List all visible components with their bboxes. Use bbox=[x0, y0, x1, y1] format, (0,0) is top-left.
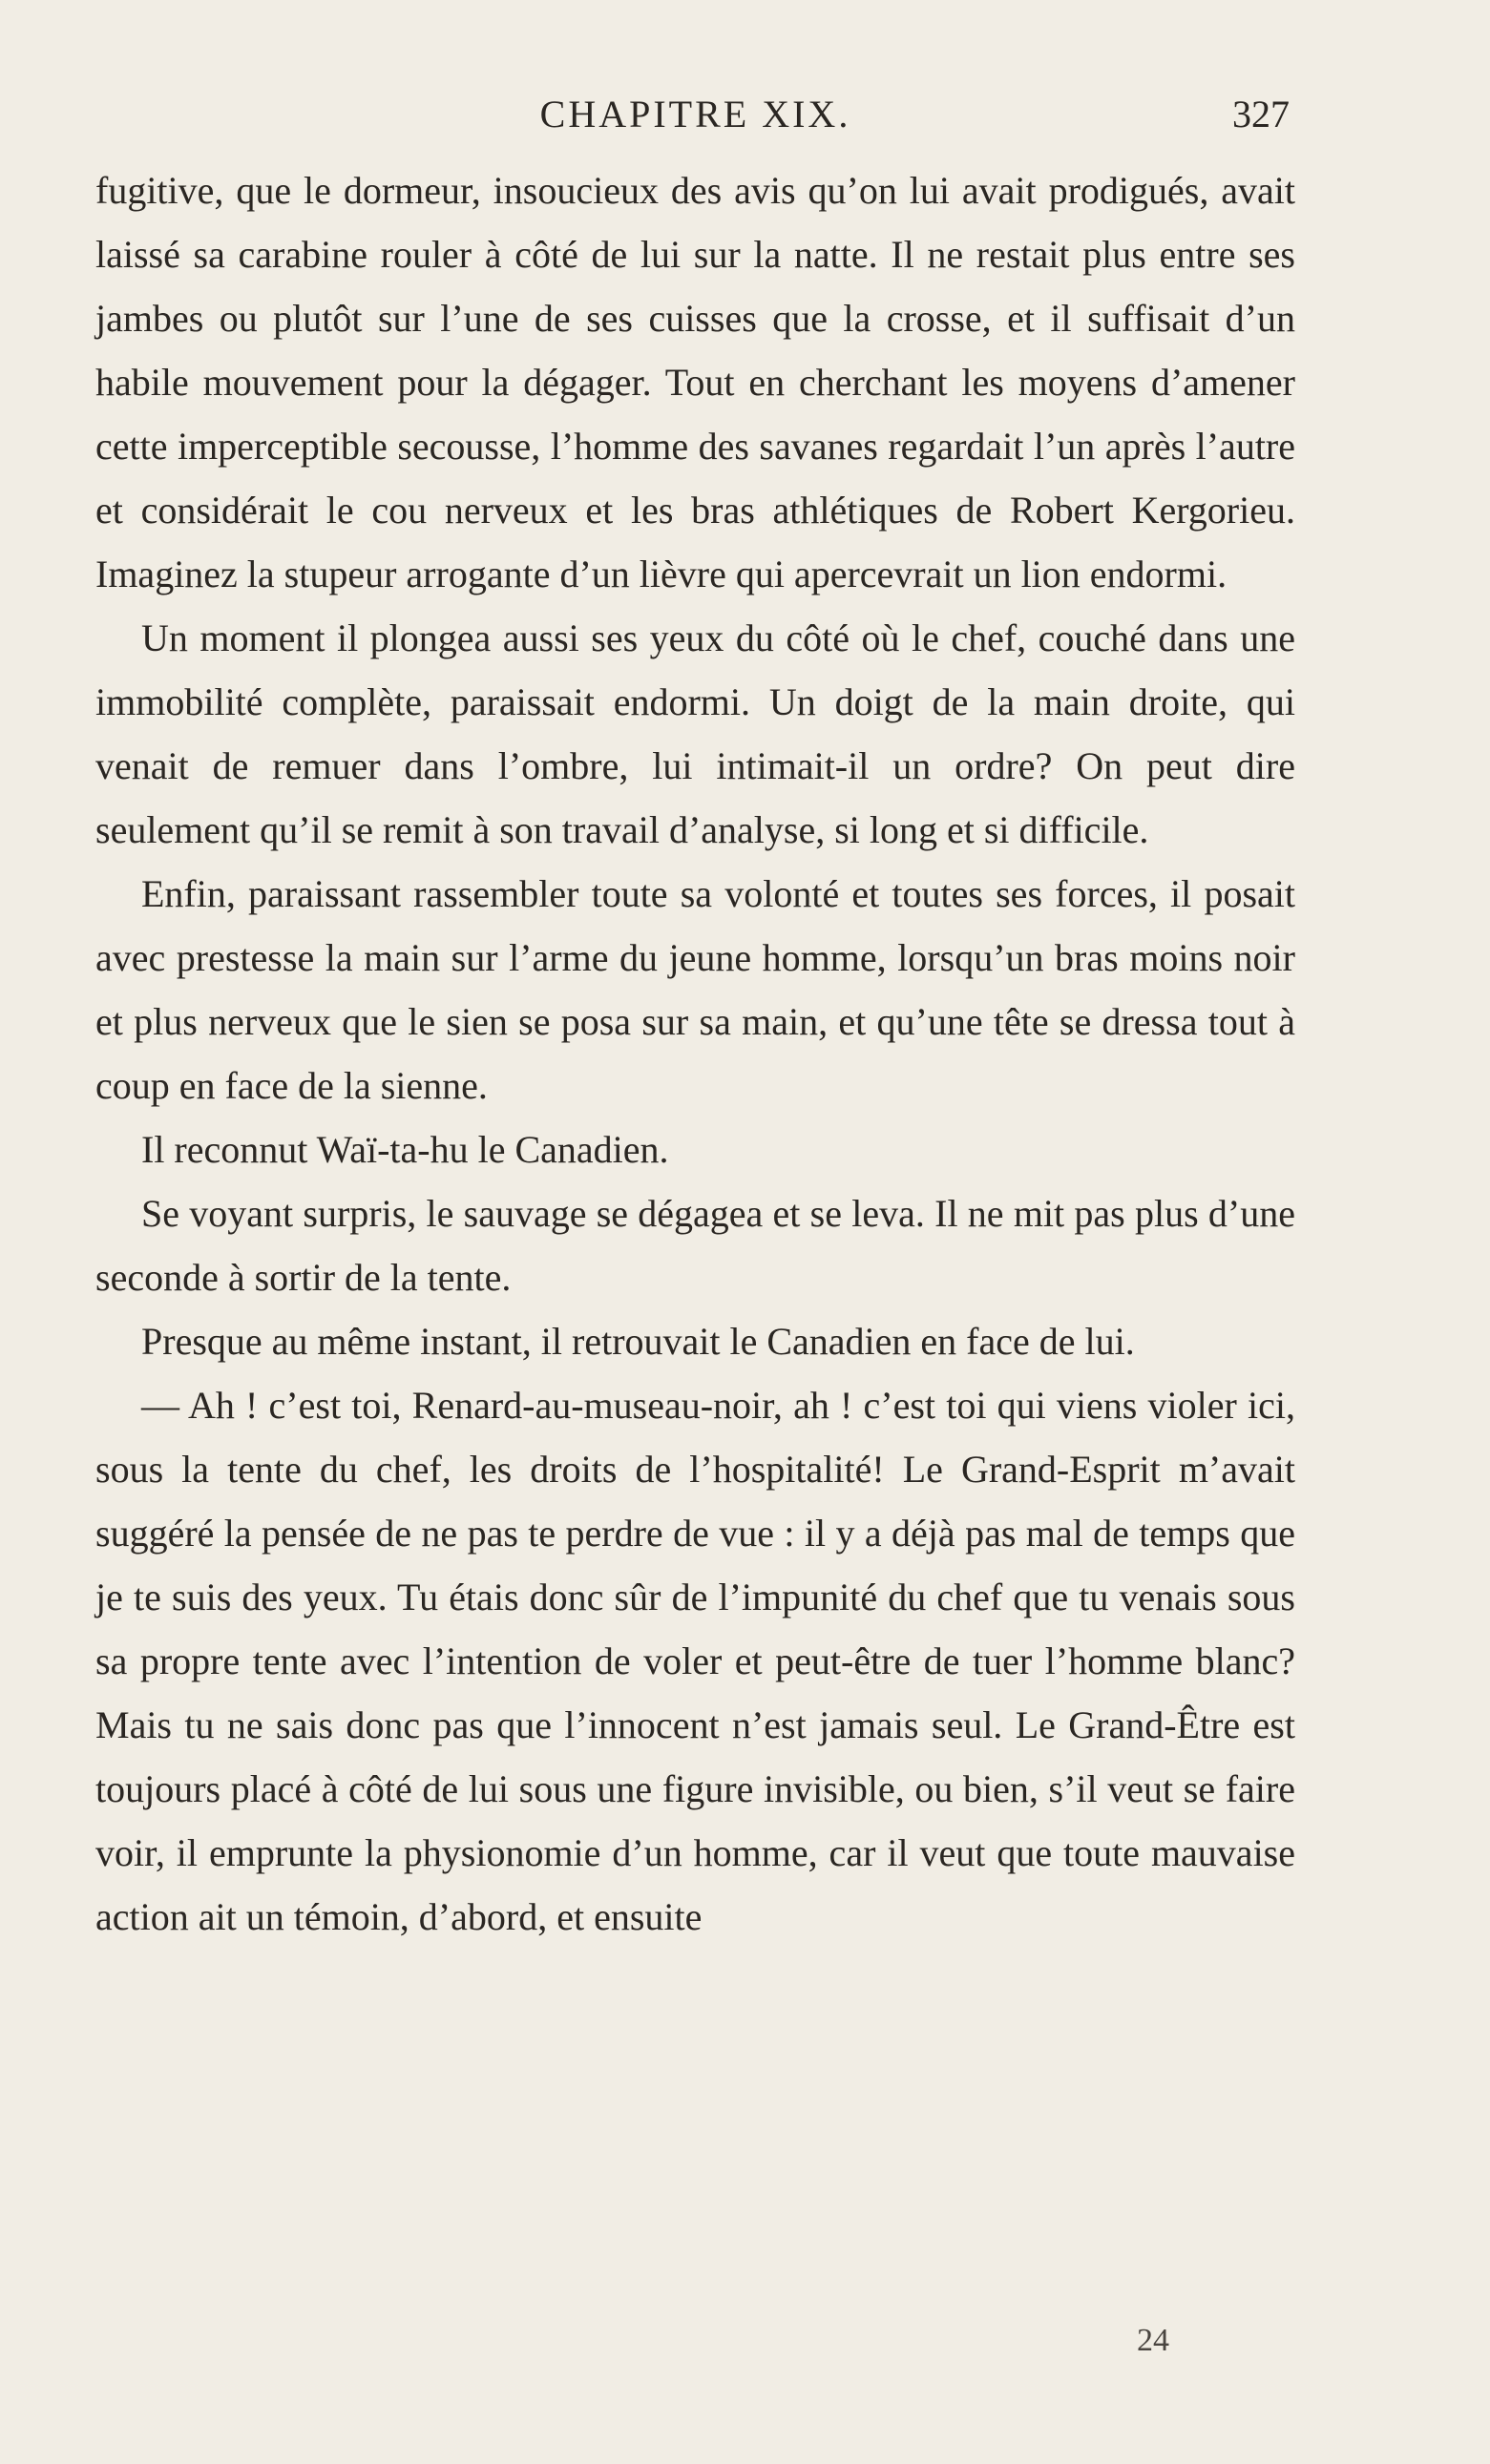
paragraph: Presque au même instant, il retrouvait le Canadien en face de lui. bbox=[141, 1320, 1135, 1363]
paragraph: Enfin, paraissant rassembler toute sa volonté et toutes ses forces, il posait avec prestesse la main sur l’arme du jeune homme, lorsqu’un bras moins noir et plus nerveux que le sien se posa sur sa main, et qu’une tête se dressa tout à coup en face de la sienne. bbox=[95, 872, 1295, 1107]
paragraph: Un moment il plongea aussi ses yeux du côté où le chef, couché dans une immobilité complète, paraissait endormi. Un doigt de la main droite, qui venait de remuer dans l’ombre, lui intimait-il un ordre? On peut dire seulement qu’il se remit à son travail d’analyse, si long et si difficile. bbox=[95, 616, 1295, 851]
signature-mark: 24 bbox=[1137, 2323, 1169, 2358]
page-number: 327 bbox=[1232, 93, 1290, 136]
running-head bbox=[95, 86, 1295, 143]
paragraph: — Ah ! c’est toi, Renard-au-museau-noir, ah ! c’est toi qui viens violer ici, sous la tente du chef, les droits de l’hospitalité! Le Grand-Esprit m’avait suggéré la pensée de ne pas te perdre de vue : il y a déjà pas mal de temps que je te suis des yeux. Tu étais donc sûr de l’impunité du chef que tu venais sous sa propre tente avec l’intention de voler et peut-être de tuer l’homme blanc? Mais tu ne sais donc pas que l’innocent n’est jamais seul. Le Grand-Être est toujours placé à côté de lui sous une figure invisible, ou bien, s’il veut se faire voir, il emprunte la physionomie d’un homme, car il veut que toute mauvaise action ait un témoin, d’abord, et ensuite bbox=[95, 1384, 1295, 1938]
body-text bbox=[95, 158, 1295, 1949]
paragraph: Se voyant surpris, le sauvage se dégagea et se leva. Il ne mit pas plus d’une seconde à sortir de la tente. bbox=[95, 1192, 1295, 1299]
running-title: CHAPITRE XIX. bbox=[539, 93, 851, 136]
paragraph: fugitive, que le dormeur, insoucieux des avis qu’on lui avait prodigués, avait laissé sa carabine rouler à côté de lui sur la natte. Il ne restait plus entre ses jambes ou plutôt sur l’une de ses cuisses que la crosse, et il suffisait d’un habile mouvement pour la dégager. Tout en cherchant les moyens d’amener cette imperceptible secousse, l’homme des savanes regardait l’un après l’autre et considérait le cou nerveux et les bras athlétiques de Robert Kergorieu. Imaginez la stupeur arrogante d’un lièvre qui apercevrait un lion endormi. bbox=[95, 169, 1295, 595]
paragraph: Il reconnut Waï-ta-hu le Canadien. bbox=[141, 1128, 669, 1171]
